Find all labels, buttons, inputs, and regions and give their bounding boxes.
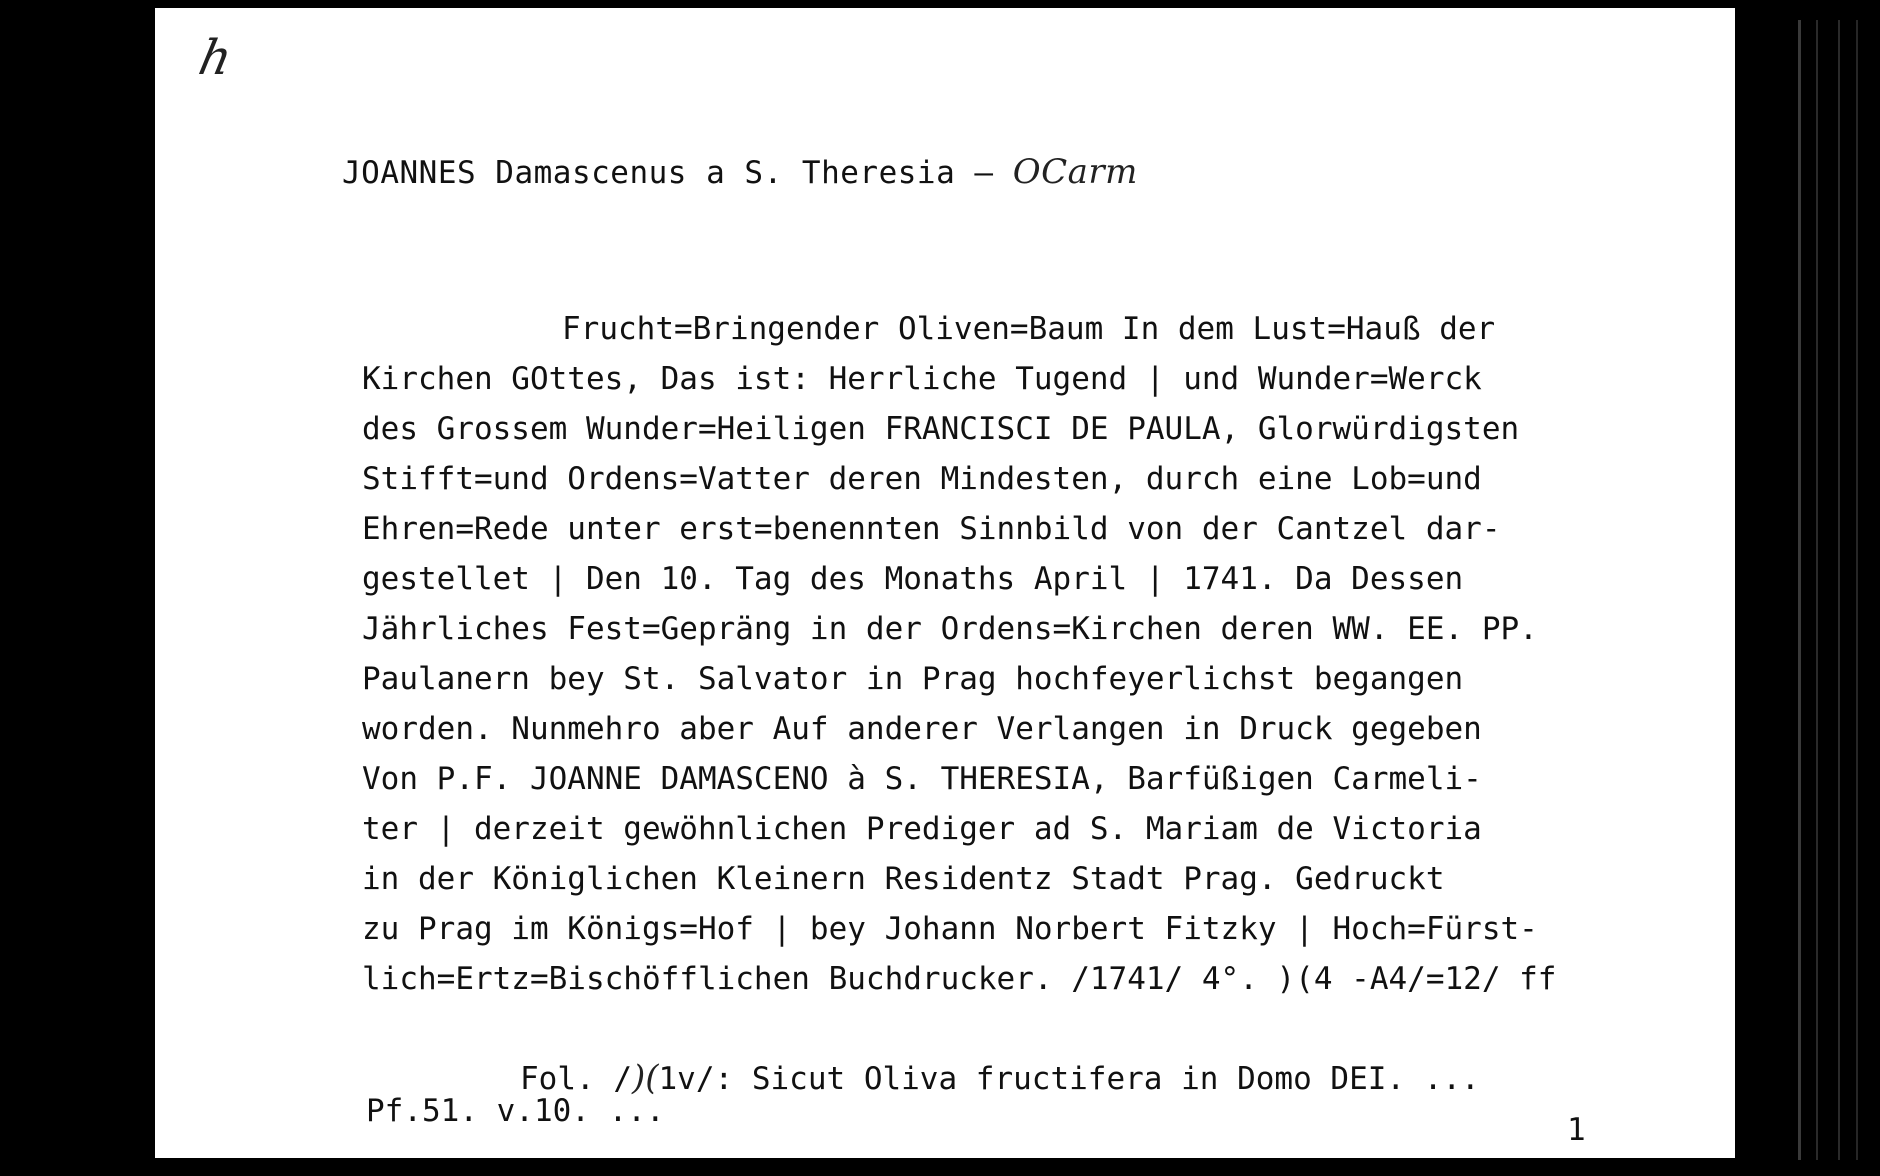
description-line: Paulanern bey St. Salvator in Prag hochfeyerlichst begangen bbox=[362, 661, 1464, 697]
description-line: Kirchen GOttes, Das ist: Herrliche Tugend | und Wunder=Werck bbox=[362, 361, 1482, 397]
card-number: 1 bbox=[1567, 1112, 1586, 1148]
description-line: gestellet | Den 10. Tag des Monaths April | 1741. Da Dessen bbox=[362, 561, 1464, 597]
description-line: Frucht=Bringender Oliven=Baum In dem Lust=Hauß der bbox=[562, 311, 1496, 347]
folio-incipit-text: 1v/: Sicut Oliva fructifera in Domo DEI. ... bbox=[658, 1061, 1480, 1097]
description-line: in der Königlichen Kleinern Residentz Stadt Prag. Gedruckt bbox=[362, 861, 1445, 897]
description-line: Ehren=Rede unter erst=benennten Sinnbild von der Cantzel dar- bbox=[362, 511, 1501, 547]
folio-incipit bbox=[520, 1058, 1480, 1098]
folio-prefix: Fol. / bbox=[520, 1061, 632, 1097]
description-line: worden. Nunmehro aber Auf anderer Verlangen in Druck gegeben bbox=[362, 711, 1482, 747]
scan-artifact-line bbox=[1838, 20, 1840, 1160]
description-line: zu Prag im Königs=Hof | bey Johann Norbert Fitzky | Hoch=Fürst- bbox=[362, 911, 1538, 947]
description-line: Von P.F. JOANNE DAMASCENO à S. THERESIA, Barfüßigen Carmeli- bbox=[362, 761, 1482, 797]
description-line: Jährliches Fest=Gepräng in der Ordens=Kirchen deren WW. EE. PP. bbox=[362, 611, 1538, 647]
corner-handwritten-mark: h bbox=[194, 30, 237, 86]
description-line: des Grossem Wunder=Heiligen FRANCISCI DE PAULA, Glorwürdigsten bbox=[362, 411, 1520, 447]
handwritten-signature-mark: )( bbox=[631, 1058, 659, 1098]
description-line: ter | derzeit gewöhnlichen Prediger ad S. Mariam de Victoria bbox=[362, 811, 1482, 847]
scan-artifact-line bbox=[1798, 20, 1801, 1160]
handwritten-order-annotation: OCarm bbox=[1012, 152, 1138, 192]
description-line: Stifft=und Ordens=Vatter deren Mindesten, durch eine Lob=und bbox=[362, 461, 1482, 497]
author-name: JOANNES Damascenus a S. Theresia bbox=[342, 155, 956, 191]
heading-dash: – bbox=[955, 155, 1013, 191]
description-line: lich=Ertz=Bischöfflichen Buchdrucker. /1741/ 4°. )(4 -A4/=12/ ff bbox=[362, 961, 1557, 997]
scan-artifact-line bbox=[1816, 20, 1818, 1160]
shelfmark: Pf.51. v.10. ... bbox=[366, 1093, 665, 1129]
title-description bbox=[362, 304, 1662, 1004]
scan-artifact-line bbox=[1856, 20, 1858, 1160]
card-heading bbox=[342, 152, 1138, 192]
